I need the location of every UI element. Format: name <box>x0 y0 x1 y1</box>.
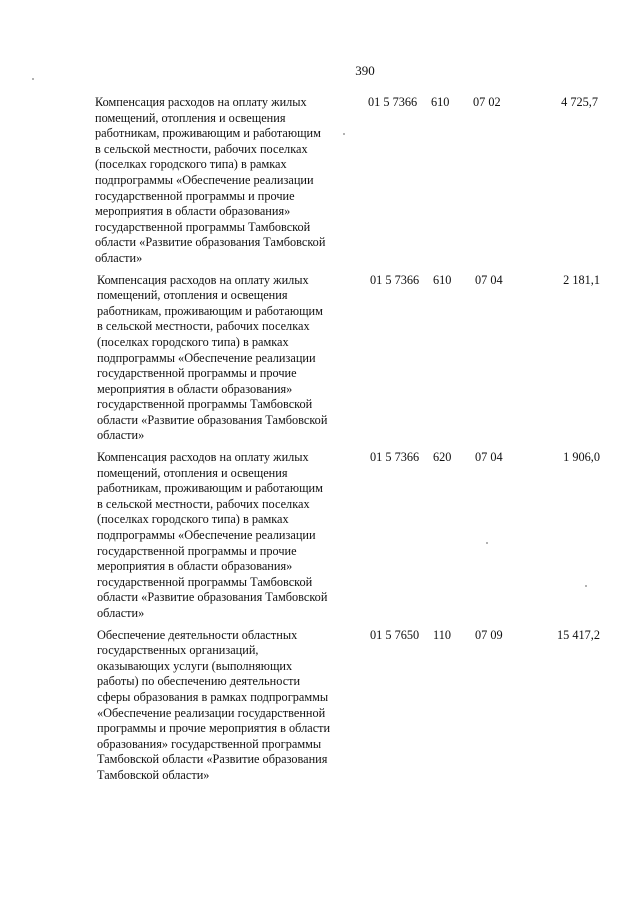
row-description: Компенсация расходов на оплату жилых помещений, отопления и освещения работникам, проживающим и работающим в сельской местности, рабочих поселках (поселках городского типа) в рамках подпрограммы «Обеспечение реализации государственной программы и прочие мероприятия в области образования» государственной программы Тамбовской области «Развитие образования Тамбовской области» <box>97 272 328 443</box>
row-amount: 2 181,1 <box>563 272 600 287</box>
row-section: 07 02 <box>473 95 501 109</box>
row-description: Компенсация расходов на оплату жилых помещений, отопления и освещения работникам, проживающим и работающим в сельской местности, рабочих поселках (поселках городского типа) в рамках подпрограммы «Обеспечение реализации государственной программы и прочие мероприятия в области образования» государственной программы Тамбовской области «Развитие образования Тамбовской области» <box>95 95 326 265</box>
row-amount: 1 906,0 <box>563 450 600 465</box>
table-row <box>95 628 610 784</box>
row-expense-type: 110 <box>433 627 451 642</box>
row-amount: 15 417,2 <box>556 627 600 642</box>
table-row <box>95 95 610 267</box>
scan-speck <box>32 78 34 80</box>
row-target-code: 01 5 7650 <box>370 627 420 642</box>
row-description: Компенсация расходов на оплату жилых помещений, отопления и освещения работникам, проживающим и работающим в сельской местности, рабочих поселках (поселках городского типа) в рамках подпрограммы «Обеспечение реализации государственной программы и прочие мероприятия в области образования» государственной программы Тамбовской области «Развитие образования Тамбовской области» <box>97 450 328 620</box>
row-section: 07 04 <box>475 272 503 287</box>
scan-speck <box>343 133 345 135</box>
page-number: 390 <box>355 63 375 78</box>
row-target-code: 01 5 7366 <box>370 272 420 287</box>
row-target-code: 01 5 7366 <box>368 95 418 109</box>
row-description: Обеспечение деятельности областных государственных организаций, оказывающих услуги (выполняющих работы) по обеспечению деятельности сферы образования в рамках подпрограммы «Обеспечение реализации государственной программы и прочие мероприятия в области образования» государственной программы Тамбовской области «Развитие образования Тамбовской области» <box>97 627 331 782</box>
table-row <box>95 450 610 622</box>
row-section: 07 04 <box>475 450 503 465</box>
row-expense-type: 620 <box>433 450 452 465</box>
row-amount: 4 725,7 <box>561 95 598 109</box>
row-expense-type: 610 <box>433 272 452 287</box>
table-row <box>95 273 610 445</box>
row-expense-type: 610 <box>431 95 450 109</box>
row-section: 07 09 <box>475 627 503 642</box>
scan-speck <box>486 542 488 544</box>
row-target-code: 01 5 7366 <box>370 450 420 465</box>
scan-speck <box>585 585 587 587</box>
budget-table <box>95 95 610 784</box>
